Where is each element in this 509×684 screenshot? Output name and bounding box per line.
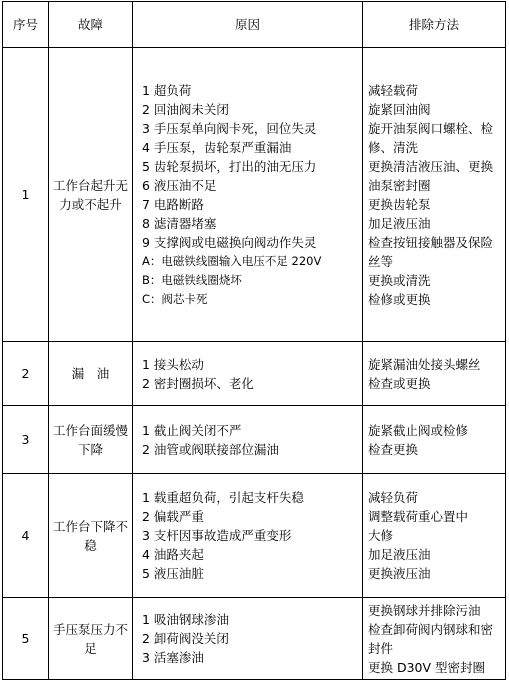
cause-item: 1 载重超负荷，引起支杆失稳	[142, 490, 304, 505]
fix-item: 调整载荷重心置中	[368, 509, 469, 524]
row-fault: 手压泵压力不足	[49, 598, 133, 680]
row-causes	[133, 406, 363, 474]
row-causes	[133, 48, 363, 342]
troubleshooting-table	[2, 1, 506, 680]
table-row	[3, 598, 506, 680]
row-fixes	[363, 474, 506, 598]
fix-item: 旋开油泵阀口螺栓、检修、清洗	[368, 120, 494, 155]
fix-item: 大修	[368, 528, 394, 543]
fix-item: 更换齿轮泵	[368, 196, 431, 212]
row-index: 5	[3, 598, 49, 680]
row-causes	[133, 342, 363, 406]
cause-item: 5 液压油脏	[142, 566, 204, 581]
fix-item: 加足液压油	[368, 215, 431, 231]
cause-subitem: A：电磁铁线圈输入电压不足 220V	[142, 253, 322, 268]
cause-item: 4 手压泵，齿轮泵严重漏油	[142, 139, 292, 155]
cause-item: 8 滤清器堵塞	[142, 215, 217, 231]
fix-item: 检查按钮接触器及保险丝等	[368, 234, 494, 269]
fix-item: 减轻负荷	[368, 490, 419, 505]
header-fix: 排除方法	[363, 2, 506, 48]
row-fault: 工作台起升无力或不起升	[49, 48, 133, 342]
fix-item: 更换钢球并排除污油	[368, 602, 481, 618]
row-index: 1	[3, 48, 49, 342]
cause-item: 2 回油阀未关闭	[142, 101, 229, 117]
cause-item: 1 超负荷	[142, 82, 192, 98]
cause-item: 7 电路断路	[142, 196, 204, 212]
row-index: 4	[3, 474, 49, 598]
row-fault: 工作台下降不稳	[49, 474, 133, 598]
fix-item: 更换 D30V 型密封圈	[368, 659, 486, 675]
cause-item: 2 密封圈损坏、老化	[142, 375, 254, 391]
table-row	[3, 474, 506, 598]
cause-item: 1 接头松动	[142, 356, 204, 372]
row-index: 3	[3, 406, 49, 474]
cause-subitem: B：电磁铁线圈烧坏	[142, 272, 242, 287]
row-fixes	[363, 598, 506, 680]
cause-item: 3 活塞渗油	[142, 650, 204, 665]
cause-item: 9 支撑阀或电磁换向阀动作失灵	[142, 234, 317, 250]
header-cause: 原因	[133, 2, 363, 48]
row-causes	[133, 598, 363, 680]
row-fixes	[363, 342, 506, 406]
fix-item: 检查或更换	[368, 375, 431, 391]
row-fixes	[363, 406, 506, 474]
fix-item: 更换清洁液压油、更换油泵密封圈	[368, 158, 494, 193]
table-row	[3, 48, 506, 342]
fix-item: 更换或清洗	[368, 272, 431, 288]
fix-item: 更换液压油	[368, 566, 431, 581]
cause-item: 1 截止阀关闭不严	[142, 422, 242, 438]
fix-item: 检修或更换	[368, 291, 431, 307]
row-causes	[133, 474, 363, 598]
fix-item: 减轻载荷	[368, 82, 419, 98]
cause-item: 2 卸荷阀没关闭	[142, 631, 229, 646]
row-fixes	[363, 48, 506, 342]
cause-item: 4 油路夹起	[142, 547, 204, 562]
fix-item: 加足液压油	[368, 547, 431, 562]
table-row	[3, 406, 506, 474]
fix-item: 旋紧截止阀或检修	[368, 422, 469, 438]
cause-item: 3 支杆因事故造成严重变形	[142, 528, 292, 543]
cause-item: 1 吸油钢球渗油	[142, 612, 229, 627]
fix-item: 旋紧漏油处接头螺丝	[368, 356, 481, 372]
fix-item: 检查卸荷阀内钢球和密封件	[368, 621, 494, 656]
cause-item: 5 齿轮泵损坏，打出的油无压力	[142, 158, 317, 174]
cause-item: 2 油管或阀联接部位漏油	[142, 441, 279, 457]
header-index: 序号	[3, 2, 49, 48]
row-fault: 工作台面缓慢下降	[49, 406, 133, 474]
cause-item: 3 手压泵单向阀卡死，回位失灵	[142, 120, 317, 136]
header-fault: 故障	[49, 2, 133, 48]
row-fault: 漏 油	[49, 342, 133, 406]
cause-subitem: C：阀芯卡死	[142, 291, 208, 306]
cause-item: 2 偏载严重	[142, 509, 204, 524]
header-row	[3, 2, 506, 48]
table-row	[3, 342, 506, 406]
fix-item: 检查更换	[368, 441, 419, 457]
fix-item: 旋紧回油阀	[368, 101, 431, 117]
row-index: 2	[3, 342, 49, 406]
cause-item: 6 液压油不足	[142, 177, 217, 193]
